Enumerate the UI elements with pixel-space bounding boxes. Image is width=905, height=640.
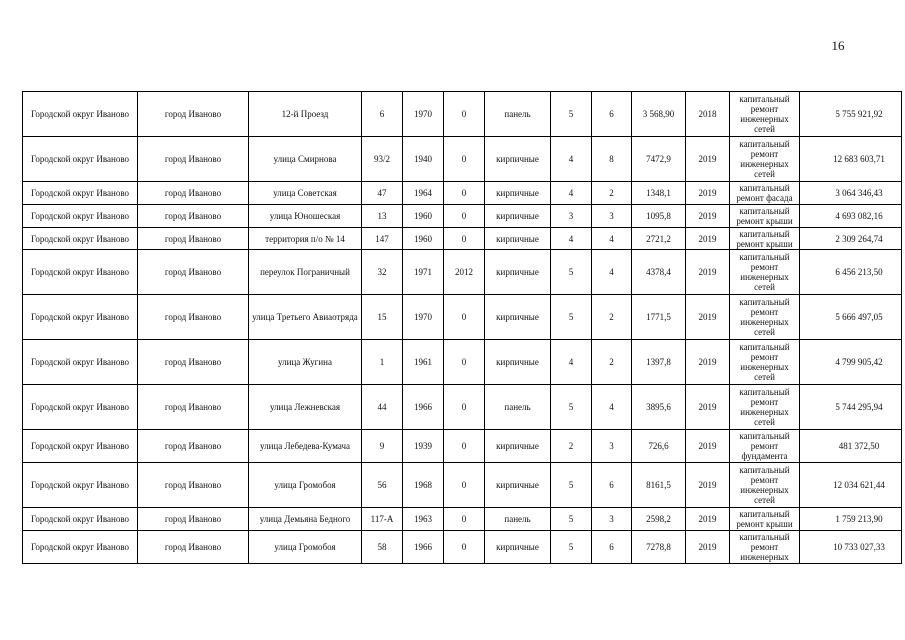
wall-material-cell: панель	[485, 508, 551, 531]
municipality-cell: Городской округ Иваново	[23, 340, 138, 385]
plan-year-cell: 2019	[686, 531, 730, 564]
cost-cell: 5 744 295,94	[800, 385, 902, 430]
work-type-cell: капитальный ремонт инженерных сетей	[730, 463, 800, 508]
settlement-cell: город Иваново	[138, 182, 249, 205]
wall-material-cell: кирпичные	[485, 228, 551, 250]
floors-cell: 5	[551, 463, 592, 508]
wall-material-cell: кирпичные	[485, 531, 551, 564]
table-row	[23, 385, 902, 430]
house-number-cell: 93/2	[362, 137, 403, 182]
house-number-cell: 147	[362, 228, 403, 250]
year-built-cell: 1963	[403, 508, 444, 531]
street-cell: 12-й Проезд	[249, 92, 362, 137]
floors-cell: 5	[551, 295, 592, 340]
table-row	[23, 531, 902, 564]
entrances-cell: 3	[592, 205, 632, 228]
reconstruction-year-cell: 0	[444, 182, 485, 205]
municipality-cell: Городской округ Иваново	[23, 385, 138, 430]
work-type-cell: капитальный ремонт крыши	[730, 508, 800, 531]
table-row	[23, 508, 902, 531]
municipality-cell: Городской округ Иваново	[23, 430, 138, 463]
plan-year-cell: 2019	[686, 137, 730, 182]
reconstruction-year-cell: 0	[444, 508, 485, 531]
settlement-cell: город Иваново	[138, 340, 249, 385]
year-built-cell: 1968	[403, 463, 444, 508]
area-cell: 1397,8	[632, 340, 686, 385]
plan-year-cell: 2019	[686, 340, 730, 385]
street-cell: улица Демьяна Бедного	[249, 508, 362, 531]
wall-material-cell: кирпичные	[485, 137, 551, 182]
year-built-cell: 1970	[403, 295, 444, 340]
street-cell: улица Громобоя	[249, 531, 362, 564]
reconstruction-year-cell: 2012	[444, 250, 485, 295]
area-cell: 7472,9	[632, 137, 686, 182]
area-cell: 2598,2	[632, 508, 686, 531]
reconstruction-year-cell: 0	[444, 92, 485, 137]
wall-material-cell: кирпичные	[485, 205, 551, 228]
work-type-cell: капитальный ремонт инженерных сетей	[730, 250, 800, 295]
cost-cell: 6 456 213,50	[800, 250, 902, 295]
table-row	[23, 463, 902, 508]
municipality-cell: Городской округ Иваново	[23, 137, 138, 182]
reconstruction-year-cell: 0	[444, 531, 485, 564]
year-built-cell: 1939	[403, 430, 444, 463]
year-built-cell: 1960	[403, 205, 444, 228]
house-number-cell: 13	[362, 205, 403, 228]
settlement-cell: город Иваново	[138, 92, 249, 137]
cost-cell: 2 309 264,74	[800, 228, 902, 250]
floors-cell: 4	[551, 228, 592, 250]
reconstruction-year-cell: 0	[444, 205, 485, 228]
street-cell: переулок Пограничный	[249, 250, 362, 295]
work-type-cell: капитальный ремонт крыши	[730, 205, 800, 228]
settlement-cell: город Иваново	[138, 205, 249, 228]
house-number-cell: 32	[362, 250, 403, 295]
plan-year-cell: 2019	[686, 228, 730, 250]
municipality-cell: Городской округ Иваново	[23, 92, 138, 137]
street-cell: территория п/о № 14	[249, 228, 362, 250]
reconstruction-year-cell: 0	[444, 137, 485, 182]
entrances-cell: 2	[592, 295, 632, 340]
plan-year-cell: 2019	[686, 385, 730, 430]
page-number: 16	[831, 38, 845, 53]
house-number-cell: 6	[362, 92, 403, 137]
reconstruction-year-cell: 0	[444, 463, 485, 508]
wall-material-cell: кирпичные	[485, 295, 551, 340]
area-cell: 1348,1	[632, 182, 686, 205]
street-cell: улица Лебедева-Кумача	[249, 430, 362, 463]
reconstruction-year-cell: 0	[444, 295, 485, 340]
plan-year-cell: 2019	[686, 205, 730, 228]
reconstruction-year-cell: 0	[444, 430, 485, 463]
table-row	[23, 250, 902, 295]
entrances-cell: 2	[592, 182, 632, 205]
floors-cell: 3	[551, 205, 592, 228]
house-number-cell: 47	[362, 182, 403, 205]
street-cell: улица Третьего Авиаотряда	[249, 295, 362, 340]
reconstruction-year-cell: 0	[444, 228, 485, 250]
floors-cell: 4	[551, 182, 592, 205]
street-cell: улица Юношеская	[249, 205, 362, 228]
table-row	[23, 92, 902, 137]
cost-cell: 12 683 603,71	[800, 137, 902, 182]
wall-material-cell: панель	[485, 92, 551, 137]
area-cell: 3895,6	[632, 385, 686, 430]
wall-material-cell: кирпичные	[485, 182, 551, 205]
floors-cell: 5	[551, 531, 592, 564]
settlement-cell: город Иваново	[138, 508, 249, 531]
floors-cell: 4	[551, 340, 592, 385]
street-cell: улица Громобоя	[249, 463, 362, 508]
settlement-cell: город Иваново	[138, 430, 249, 463]
street-cell: улица Советская	[249, 182, 362, 205]
wall-material-cell: кирпичные	[485, 250, 551, 295]
house-number-cell: 56	[362, 463, 403, 508]
table-row	[23, 430, 902, 463]
table-body	[23, 92, 902, 564]
cost-cell: 10 733 027,33	[800, 531, 902, 564]
work-type-cell: капитальный ремонт инженерных сетей	[730, 340, 800, 385]
area-cell: 8161,5	[632, 463, 686, 508]
cost-cell: 3 064 346,43	[800, 182, 902, 205]
area-cell: 7278,8	[632, 531, 686, 564]
work-type-cell: капитальный ремонт крыши	[730, 228, 800, 250]
entrances-cell: 4	[592, 250, 632, 295]
street-cell: улица Лежневская	[249, 385, 362, 430]
municipality-cell: Городской округ Иваново	[23, 228, 138, 250]
plan-year-cell: 2019	[686, 508, 730, 531]
entrances-cell: 8	[592, 137, 632, 182]
year-built-cell: 1960	[403, 228, 444, 250]
work-type-cell: капитальный ремонт инженерных сетей	[730, 137, 800, 182]
floors-cell: 5	[551, 92, 592, 137]
entrances-cell: 4	[592, 228, 632, 250]
year-built-cell: 1971	[403, 250, 444, 295]
wall-material-cell: кирпичные	[485, 340, 551, 385]
settlement-cell: город Иваново	[138, 137, 249, 182]
reconstruction-year-cell: 0	[444, 340, 485, 385]
plan-year-cell: 2018	[686, 92, 730, 137]
cost-cell: 5 666 497,05	[800, 295, 902, 340]
floors-cell: 5	[551, 385, 592, 430]
wall-material-cell: кирпичные	[485, 463, 551, 508]
cost-cell: 481 372,50	[800, 430, 902, 463]
municipality-cell: Городской округ Иваново	[23, 531, 138, 564]
settlement-cell: город Иваново	[138, 463, 249, 508]
wall-material-cell: панель	[485, 385, 551, 430]
street-cell: улица Смирнова	[249, 137, 362, 182]
year-built-cell: 1964	[403, 182, 444, 205]
municipality-cell: Городской округ Иваново	[23, 463, 138, 508]
area-cell: 4378,4	[632, 250, 686, 295]
cost-cell: 1 759 213,90	[800, 508, 902, 531]
settlement-cell: город Иваново	[138, 295, 249, 340]
floors-cell: 5	[551, 250, 592, 295]
work-type-cell: капитальный ремонт фасада	[730, 182, 800, 205]
floors-cell: 2	[551, 430, 592, 463]
plan-year-cell: 2019	[686, 295, 730, 340]
work-type-cell: капитальный ремонт инженерных сетей	[730, 295, 800, 340]
cost-cell: 12 034 621,44	[800, 463, 902, 508]
street-cell: улица Жугина	[249, 340, 362, 385]
settlement-cell: город Иваново	[138, 228, 249, 250]
work-type-cell: капитальный ремонт инженерных	[730, 531, 800, 564]
municipality-cell: Городской округ Иваново	[23, 295, 138, 340]
table-row	[23, 205, 902, 228]
year-built-cell: 1961	[403, 340, 444, 385]
work-type-cell: капитальный ремонт инженерных сетей	[730, 92, 800, 137]
area-cell: 3 568,90	[632, 92, 686, 137]
cost-cell: 4 799 905,42	[800, 340, 902, 385]
floors-cell: 4	[551, 137, 592, 182]
table-row	[23, 228, 902, 250]
table-row	[23, 182, 902, 205]
entrances-cell: 4	[592, 385, 632, 430]
year-built-cell: 1966	[403, 531, 444, 564]
entrances-cell: 6	[592, 92, 632, 137]
municipality-cell: Городской округ Иваново	[23, 508, 138, 531]
work-type-cell: капитальный ремонт фундамента	[730, 430, 800, 463]
area-cell: 2721,2	[632, 228, 686, 250]
repair-registry-table	[22, 91, 902, 564]
table-row	[23, 295, 902, 340]
entrances-cell: 3	[592, 430, 632, 463]
year-built-cell: 1966	[403, 385, 444, 430]
house-number-cell: 15	[362, 295, 403, 340]
plan-year-cell: 2019	[686, 430, 730, 463]
settlement-cell: город Иваново	[138, 531, 249, 564]
wall-material-cell: кирпичные	[485, 430, 551, 463]
floors-cell: 5	[551, 508, 592, 531]
plan-year-cell: 2019	[686, 463, 730, 508]
cost-cell: 4 693 082,16	[800, 205, 902, 228]
table-row	[23, 340, 902, 385]
entrances-cell: 2	[592, 340, 632, 385]
reconstruction-year-cell: 0	[444, 385, 485, 430]
cost-cell: 5 755 921,92	[800, 92, 902, 137]
table-row	[23, 137, 902, 182]
house-number-cell: 9	[362, 430, 403, 463]
area-cell: 1771,5	[632, 295, 686, 340]
plan-year-cell: 2019	[686, 182, 730, 205]
house-number-cell: 44	[362, 385, 403, 430]
house-number-cell: 1	[362, 340, 403, 385]
municipality-cell: Городской округ Иваново	[23, 205, 138, 228]
entrances-cell: 6	[592, 463, 632, 508]
area-cell: 726,6	[632, 430, 686, 463]
municipality-cell: Городской округ Иваново	[23, 182, 138, 205]
house-number-cell: 58	[362, 531, 403, 564]
settlement-cell: город Иваново	[138, 385, 249, 430]
work-type-cell: капитальный ремонт инженерных сетей	[730, 385, 800, 430]
year-built-cell: 1970	[403, 92, 444, 137]
municipality-cell: Городской округ Иваново	[23, 250, 138, 295]
plan-year-cell: 2019	[686, 250, 730, 295]
area-cell: 1095,8	[632, 205, 686, 228]
entrances-cell: 6	[592, 531, 632, 564]
year-built-cell: 1940	[403, 137, 444, 182]
house-number-cell: 117-А	[362, 508, 403, 531]
entrances-cell: 3	[592, 508, 632, 531]
settlement-cell: город Иваново	[138, 250, 249, 295]
